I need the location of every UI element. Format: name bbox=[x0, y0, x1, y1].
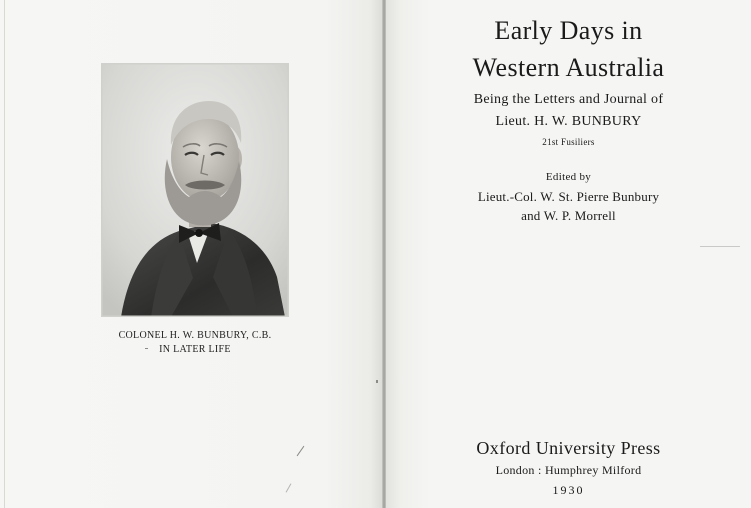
portrait-caption-line-2: IN LATER LIFE bbox=[159, 344, 231, 355]
regiment-line: 21st Fusiliers bbox=[542, 137, 595, 147]
paper-speck bbox=[700, 246, 740, 247]
editor-line-2: and W. P. Morrell bbox=[521, 208, 616, 223]
left-page-edge bbox=[4, 0, 5, 508]
book-title-line-1: Early Days in bbox=[494, 16, 643, 45]
portrait-photograph bbox=[101, 63, 289, 317]
book-title-line-2: Western Australia bbox=[472, 53, 665, 82]
editor-line-1: Lieut.-Col. W. St. Pierre Bunbury bbox=[477, 189, 660, 204]
publication-year: 1930 bbox=[552, 483, 585, 497]
publisher-location: London : Humphrey Milford bbox=[495, 463, 642, 477]
portrait-caption-line-1: COLONEL H. W. BUNBURY, C.B. bbox=[118, 330, 272, 341]
subtitle-line-1: Being the Letters and Journal of bbox=[473, 92, 664, 107]
subtitle-line-2: Lieut. H. W. BUNBURY bbox=[495, 114, 642, 129]
publisher-name: Oxford University Press bbox=[476, 438, 661, 458]
paper-speck bbox=[376, 380, 378, 383]
edited-by-line: Edited by bbox=[545, 171, 592, 183]
paper-speck bbox=[145, 348, 148, 349]
portrait-illustration bbox=[101, 63, 289, 317]
